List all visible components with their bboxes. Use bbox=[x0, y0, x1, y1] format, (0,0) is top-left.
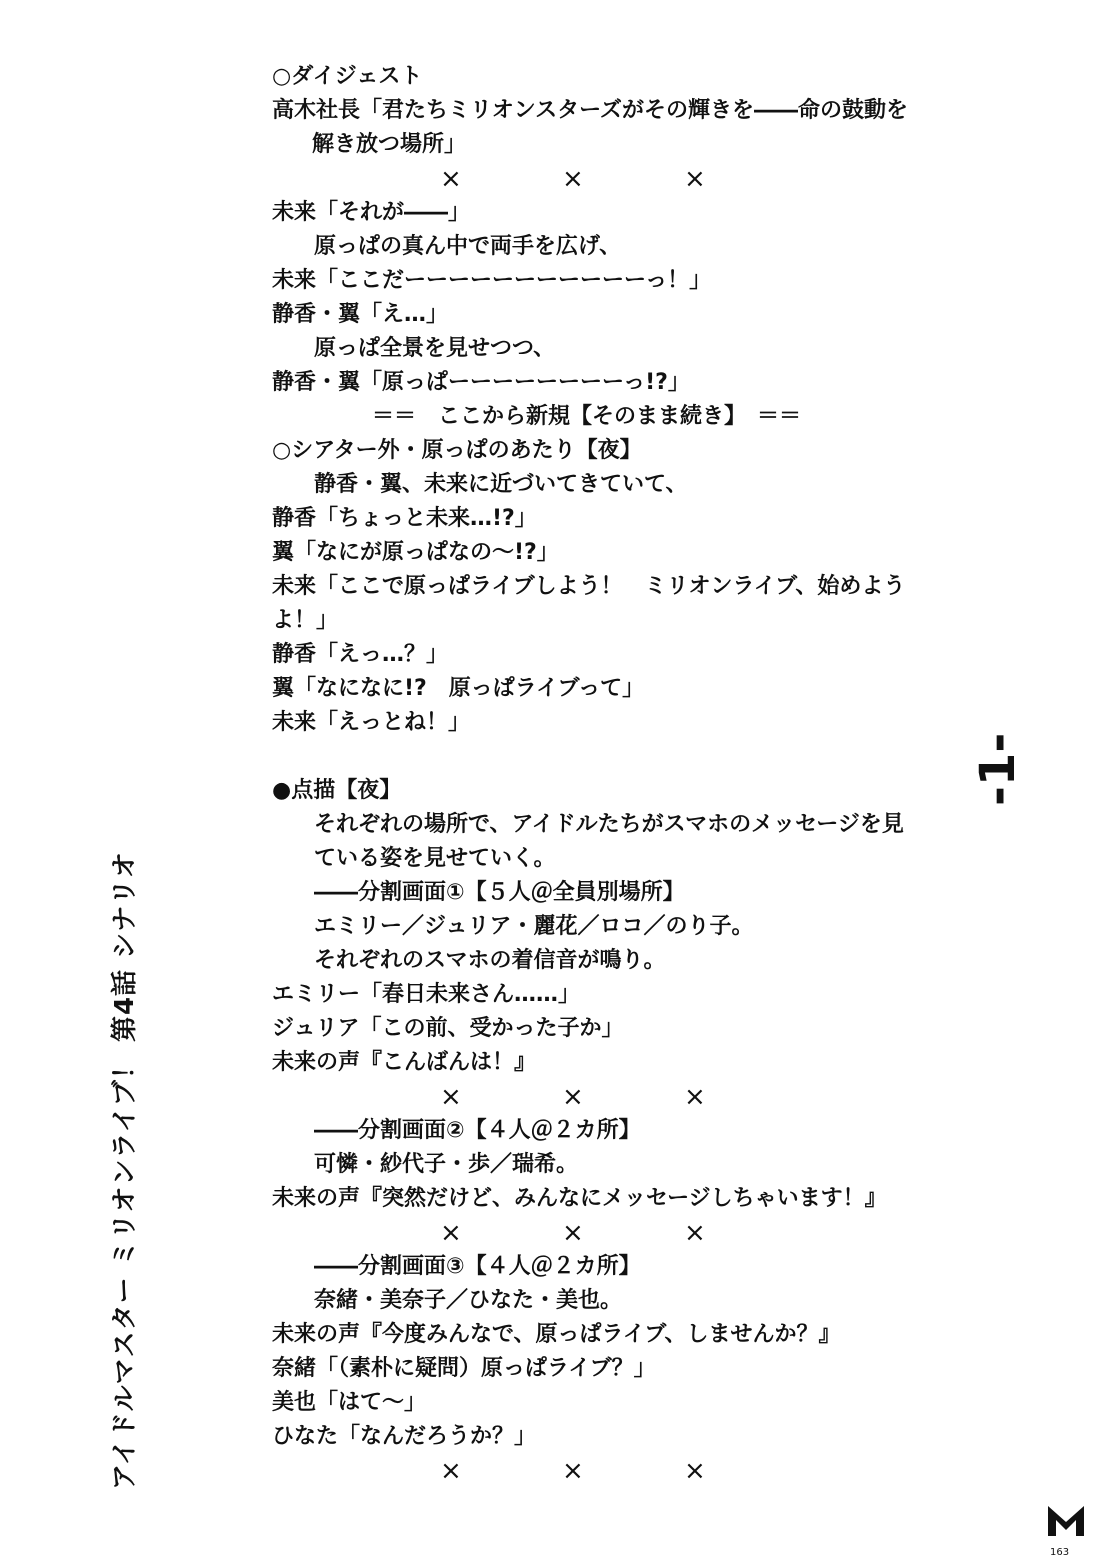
separator-mark: × bbox=[562, 164, 584, 194]
stage-direction: それぞれの場所で、アイドルたちがスマホのメッセージを見 bbox=[314, 812, 904, 837]
separator-mark: × bbox=[440, 164, 462, 194]
separator-mark: × bbox=[684, 1082, 706, 1112]
script-line: 高木社長「君たちミリオンスターズがその輝きを――命の鼓動を bbox=[272, 98, 909, 123]
separator-mark: × bbox=[562, 1456, 584, 1486]
separator-mark: × bbox=[562, 1218, 584, 1248]
stage-direction: ――分割画面①【５人＠全員別場所】 bbox=[314, 880, 685, 905]
separator-mark: × bbox=[684, 1218, 706, 1248]
script-line: 美也「はて～」 bbox=[272, 1390, 427, 1415]
script-line: ●点描【夜】 bbox=[272, 778, 402, 803]
script-line: 静香・翼「原っぱーーーーーーーーっ!?」 bbox=[272, 370, 690, 395]
stage-direction: エミリー／ジュリア・麗花／ロコ／のり子。 bbox=[314, 914, 754, 939]
script-line: ひなた「なんだろうか？」 bbox=[272, 1424, 537, 1449]
stage-direction: 原っぱの真ん中で両手を広げ、 bbox=[314, 234, 622, 259]
script-line: ○ダイジェスト bbox=[272, 64, 423, 89]
scene-separator bbox=[272, 162, 912, 196]
logo-number: 163 bbox=[1050, 1547, 1070, 1558]
stage-direction: 可憐・紗代子・歩／瑞希。 bbox=[314, 1152, 579, 1177]
page-number: -1- bbox=[970, 732, 1026, 806]
script-line: 解き放つ場所」 bbox=[290, 132, 467, 157]
script-line: 未来の声『今度みんなで、原っぱライブ、しませんか？』 bbox=[272, 1322, 841, 1347]
script-line: 静香「ちょっと未来…!?」 bbox=[272, 506, 537, 531]
script-line: 未来「ここだーーーーーーーーーーーっ！」 bbox=[272, 268, 712, 293]
script-line bbox=[272, 740, 912, 774]
separator-mark: × bbox=[562, 1082, 584, 1112]
stage-direction: ――分割画面③【４人＠２カ所】 bbox=[314, 1254, 641, 1279]
stage-direction: ――分割画面②【４人＠２カ所】 bbox=[314, 1118, 641, 1143]
script-line: 奈緒「（素朴に疑問）原っぱライブ？」 bbox=[272, 1356, 656, 1381]
script-line: 静香「えっ…？」 bbox=[272, 642, 449, 667]
scene-separator bbox=[272, 1080, 912, 1114]
separator-mark: × bbox=[440, 1218, 462, 1248]
stage-direction: 静香・翼、未来に近づいてきていて、 bbox=[314, 472, 688, 497]
scene-separator bbox=[272, 1454, 912, 1488]
stage-direction: ている姿を見せていく。 bbox=[314, 846, 556, 871]
script-body bbox=[272, 60, 912, 1488]
separator-mark: × bbox=[684, 164, 706, 194]
scene-separator bbox=[272, 1216, 912, 1250]
script-line: 未来の声『突然だけど、みんなにメッセージしちゃいます！』 bbox=[272, 1186, 887, 1211]
separator-mark: × bbox=[440, 1082, 462, 1112]
script-line: ○シアター外・原っぱのあたり【夜】 bbox=[272, 438, 642, 463]
script-line: 未来「それが――」 bbox=[272, 200, 471, 225]
stage-direction: 原っぱ全景を見せつつ、 bbox=[314, 336, 556, 361]
stage-direction: 奈緒・美奈子／ひなた・美也。 bbox=[314, 1288, 623, 1313]
script-line: 翼「なにが原っぱなの～!?」 bbox=[272, 540, 559, 565]
script-line: エミリー「春日未来さん……」 bbox=[272, 982, 581, 1007]
script-line: よ！」 bbox=[272, 608, 339, 633]
section-note: ＝＝ ここから新規【そのまま続き】 ＝＝ bbox=[372, 404, 802, 429]
script-line: 未来の声『こんばんは！』 bbox=[272, 1050, 537, 1075]
script-line: 未来「ここで原っぱライブしよう！ ミリオンライブ、始めよう bbox=[272, 574, 906, 599]
script-line: 翼「なになに!? 原っぱライブって」 bbox=[272, 676, 645, 701]
script-line: 未来「えっとね！」 bbox=[272, 710, 471, 735]
logo-icon bbox=[1046, 1500, 1086, 1540]
script-line: ジュリア「この前、受かった子か」 bbox=[272, 1016, 624, 1041]
stage-direction: それぞれのスマホの着信音が鳴り。 bbox=[314, 948, 666, 973]
separator-mark: × bbox=[684, 1456, 706, 1486]
script-line: 静香・翼「え…」 bbox=[272, 302, 449, 327]
separator-mark: × bbox=[440, 1456, 462, 1486]
footer-title: アイドルマスター ミリオンライブ！ 第4話 シナリオ bbox=[110, 851, 140, 1490]
